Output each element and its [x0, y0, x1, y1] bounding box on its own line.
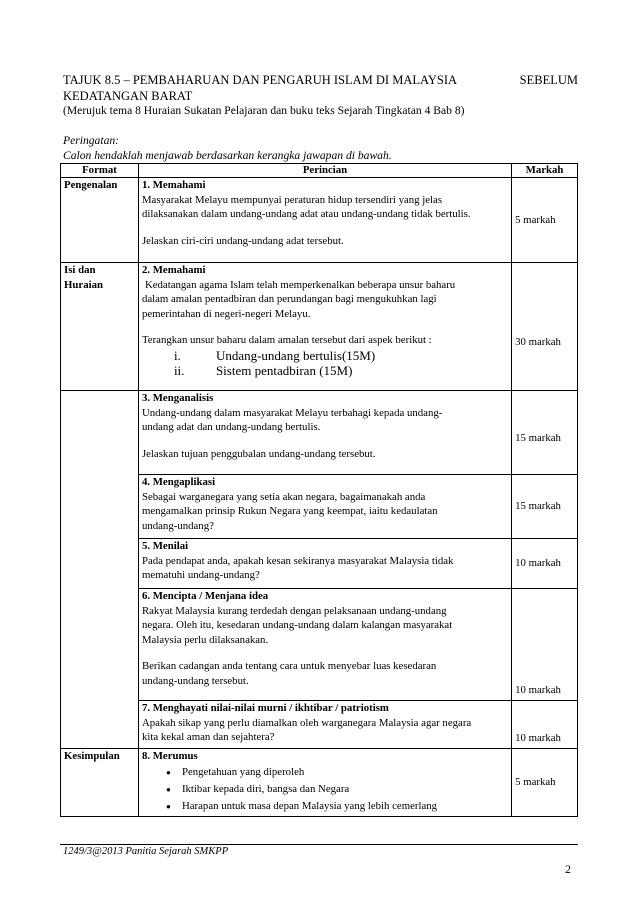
item-question: Jelaskan tujuan penggubalan undang-undang tersebut.: [141, 447, 376, 460]
item-text: Kedatangan agama Islam telah memperkenalkan beberapa unsur baharu: [144, 278, 456, 291]
item-question: Jelaskan ciri-ciri undang-undang adat tersebut.: [141, 234, 344, 247]
item-text: undang adat dan undang-undang bertulis.: [141, 421, 321, 433]
footer-text: 1249/3@2013 Panitia Sejarah SMKPP: [63, 846, 229, 857]
list-item: ● Harapan untuk masa depan Malaysia yang lebih cemerlang: [166, 798, 508, 815]
table-row: [61, 475, 578, 539]
perincian-cell: [138, 749, 511, 817]
markah-cell: 10 markah: [512, 539, 578, 589]
item-text: Masyarakat Melayu mempunyai peraturan hidup tersendiri yang jelas: [141, 193, 443, 206]
item-text: kita kekal aman dan sejahtera?: [141, 731, 275, 743]
item-question: Terangkan unsur baharu dalam amalan tersebut dari aspek berikut :: [141, 334, 432, 346]
perincian-cell: [138, 701, 511, 749]
table-row: [61, 539, 578, 589]
item-text: pemerintahan di negeri-negeri Melayu.: [141, 307, 311, 320]
table-row: [61, 589, 578, 701]
perincian-cell: [138, 178, 511, 263]
table-header-row: [61, 164, 578, 178]
title-line-1: [63, 72, 578, 88]
perincian-cell: [138, 475, 511, 539]
item-text: undang-undang?: [141, 519, 214, 532]
markah-cell: 5 markah: [512, 178, 578, 263]
markah-cell: 5 markah: [512, 749, 578, 817]
item-title: 8. Merumus: [141, 750, 198, 762]
table-row: [61, 178, 578, 263]
title-line-1-right: SEBELUM: [519, 73, 578, 87]
perincian-cell: [138, 391, 511, 475]
markah-cell: 15 markah: [512, 391, 578, 475]
item-title: 7. Menghayati nilai-nilai murni / ikhtibar / patriotism: [141, 702, 389, 714]
item-text: Rakyat Malaysia kurang terdedah dengan pelaksanaan undang-undang: [141, 604, 447, 617]
list-item: ● Pengetahuan yang diperoleh: [166, 764, 508, 781]
list-item: ● Iktibar kepada diri, bangsa dan Negara: [166, 781, 508, 798]
item-text: Malaysia perlu dilaksanakan.: [141, 633, 269, 646]
item-title: 4. Mengaplikasi: [141, 476, 216, 488]
perincian-cell: [138, 263, 511, 391]
warning-text: Calon hendaklah menjawab berdasarkan kerangka jawapan di bawah.: [63, 149, 392, 162]
markah-cell: 30 markah: [512, 263, 578, 391]
markah-cell: 10 markah: [512, 701, 578, 749]
item-title: 6. Mencipta / Menjana idea: [141, 590, 269, 602]
perincian-cell: [138, 539, 511, 589]
item-title: 2. Memahami: [141, 264, 206, 276]
format-cell: Isi dan Huraian: [61, 263, 139, 391]
sub-item: ii. Sistem pentadbiran (15M): [173, 362, 353, 378]
page-number: 2: [565, 862, 571, 876]
item-text: mematuhi undang-undang?: [141, 569, 260, 581]
item-text: mengamalkan prinsip Rukun Negara yang keempat, iaitu kedaulatan: [141, 505, 438, 517]
warning-label: Peringatan:: [63, 134, 120, 147]
item-text: Sebagai warganegara yang setia akan negara, bagaimanakah anda: [141, 490, 426, 503]
markah-cell: 15 markah: [512, 475, 578, 539]
summary-list: [142, 764, 508, 815]
item-title: 3. Menganalisis: [141, 392, 214, 404]
item-text: dilaksanakan dalam undang-undang adat atau undang-undang tidak bertulis.: [141, 208, 471, 220]
item-title: 1. Memahami: [141, 179, 206, 191]
item-title: 5. Menilai: [141, 540, 189, 552]
table-row: [61, 263, 578, 391]
item-text: negara. Oleh itu, kesedaran undang-undang dalam kalangan masyarakat: [141, 619, 453, 631]
title-line-2: KEDATANGAN BARAT: [63, 89, 193, 103]
perincian-cell: [138, 589, 511, 701]
footer-divider: [60, 844, 578, 845]
item-question: Berikan cadangan anda tentang cara untuk menyebar luas kesedaran: [141, 660, 437, 672]
header-format: Format: [61, 164, 139, 178]
item-text: Undang-undang dalam masyarakat Melayu terbahagi kepada undang-: [141, 406, 443, 419]
table-row: [61, 749, 578, 817]
table-row: [61, 701, 578, 749]
header-perincian: Perincian: [138, 164, 511, 178]
markah-cell: 10 markah: [512, 589, 578, 701]
item-text: dalam amalan pentadbiran dan perundangan bagi mengukuhkan lagi: [141, 293, 437, 305]
format-cell: [61, 391, 139, 749]
format-cell: Kesimpulan: [61, 749, 139, 817]
answer-framework-table: [60, 163, 578, 817]
title-line-1-left: TAJUK 8.5 – PEMBAHARUAN DAN PENGARUH ISLAM DI MALAYSIA: [63, 73, 458, 87]
item-question: undang-undang tersebut.: [141, 674, 249, 687]
item-text: Apakah sikap yang perlu diamalkan oleh warganegara Malaysia agar negara: [141, 716, 472, 729]
item-text: Pada pendapat anda, apakah kesan sekiranya masyarakat Malaysia tidak: [141, 554, 454, 567]
sub-item: i. Undang-undang bertulis(15M): [173, 347, 376, 363]
header-markah: Markah: [512, 164, 578, 178]
format-cell: Pengenalan: [61, 178, 139, 263]
title-reference: (Merujuk tema 8 Huraian Sukatan Pelajaran dan buku teks Sejarah Tingkatan 4 Bab 8): [63, 104, 465, 117]
table-row: [61, 391, 578, 475]
